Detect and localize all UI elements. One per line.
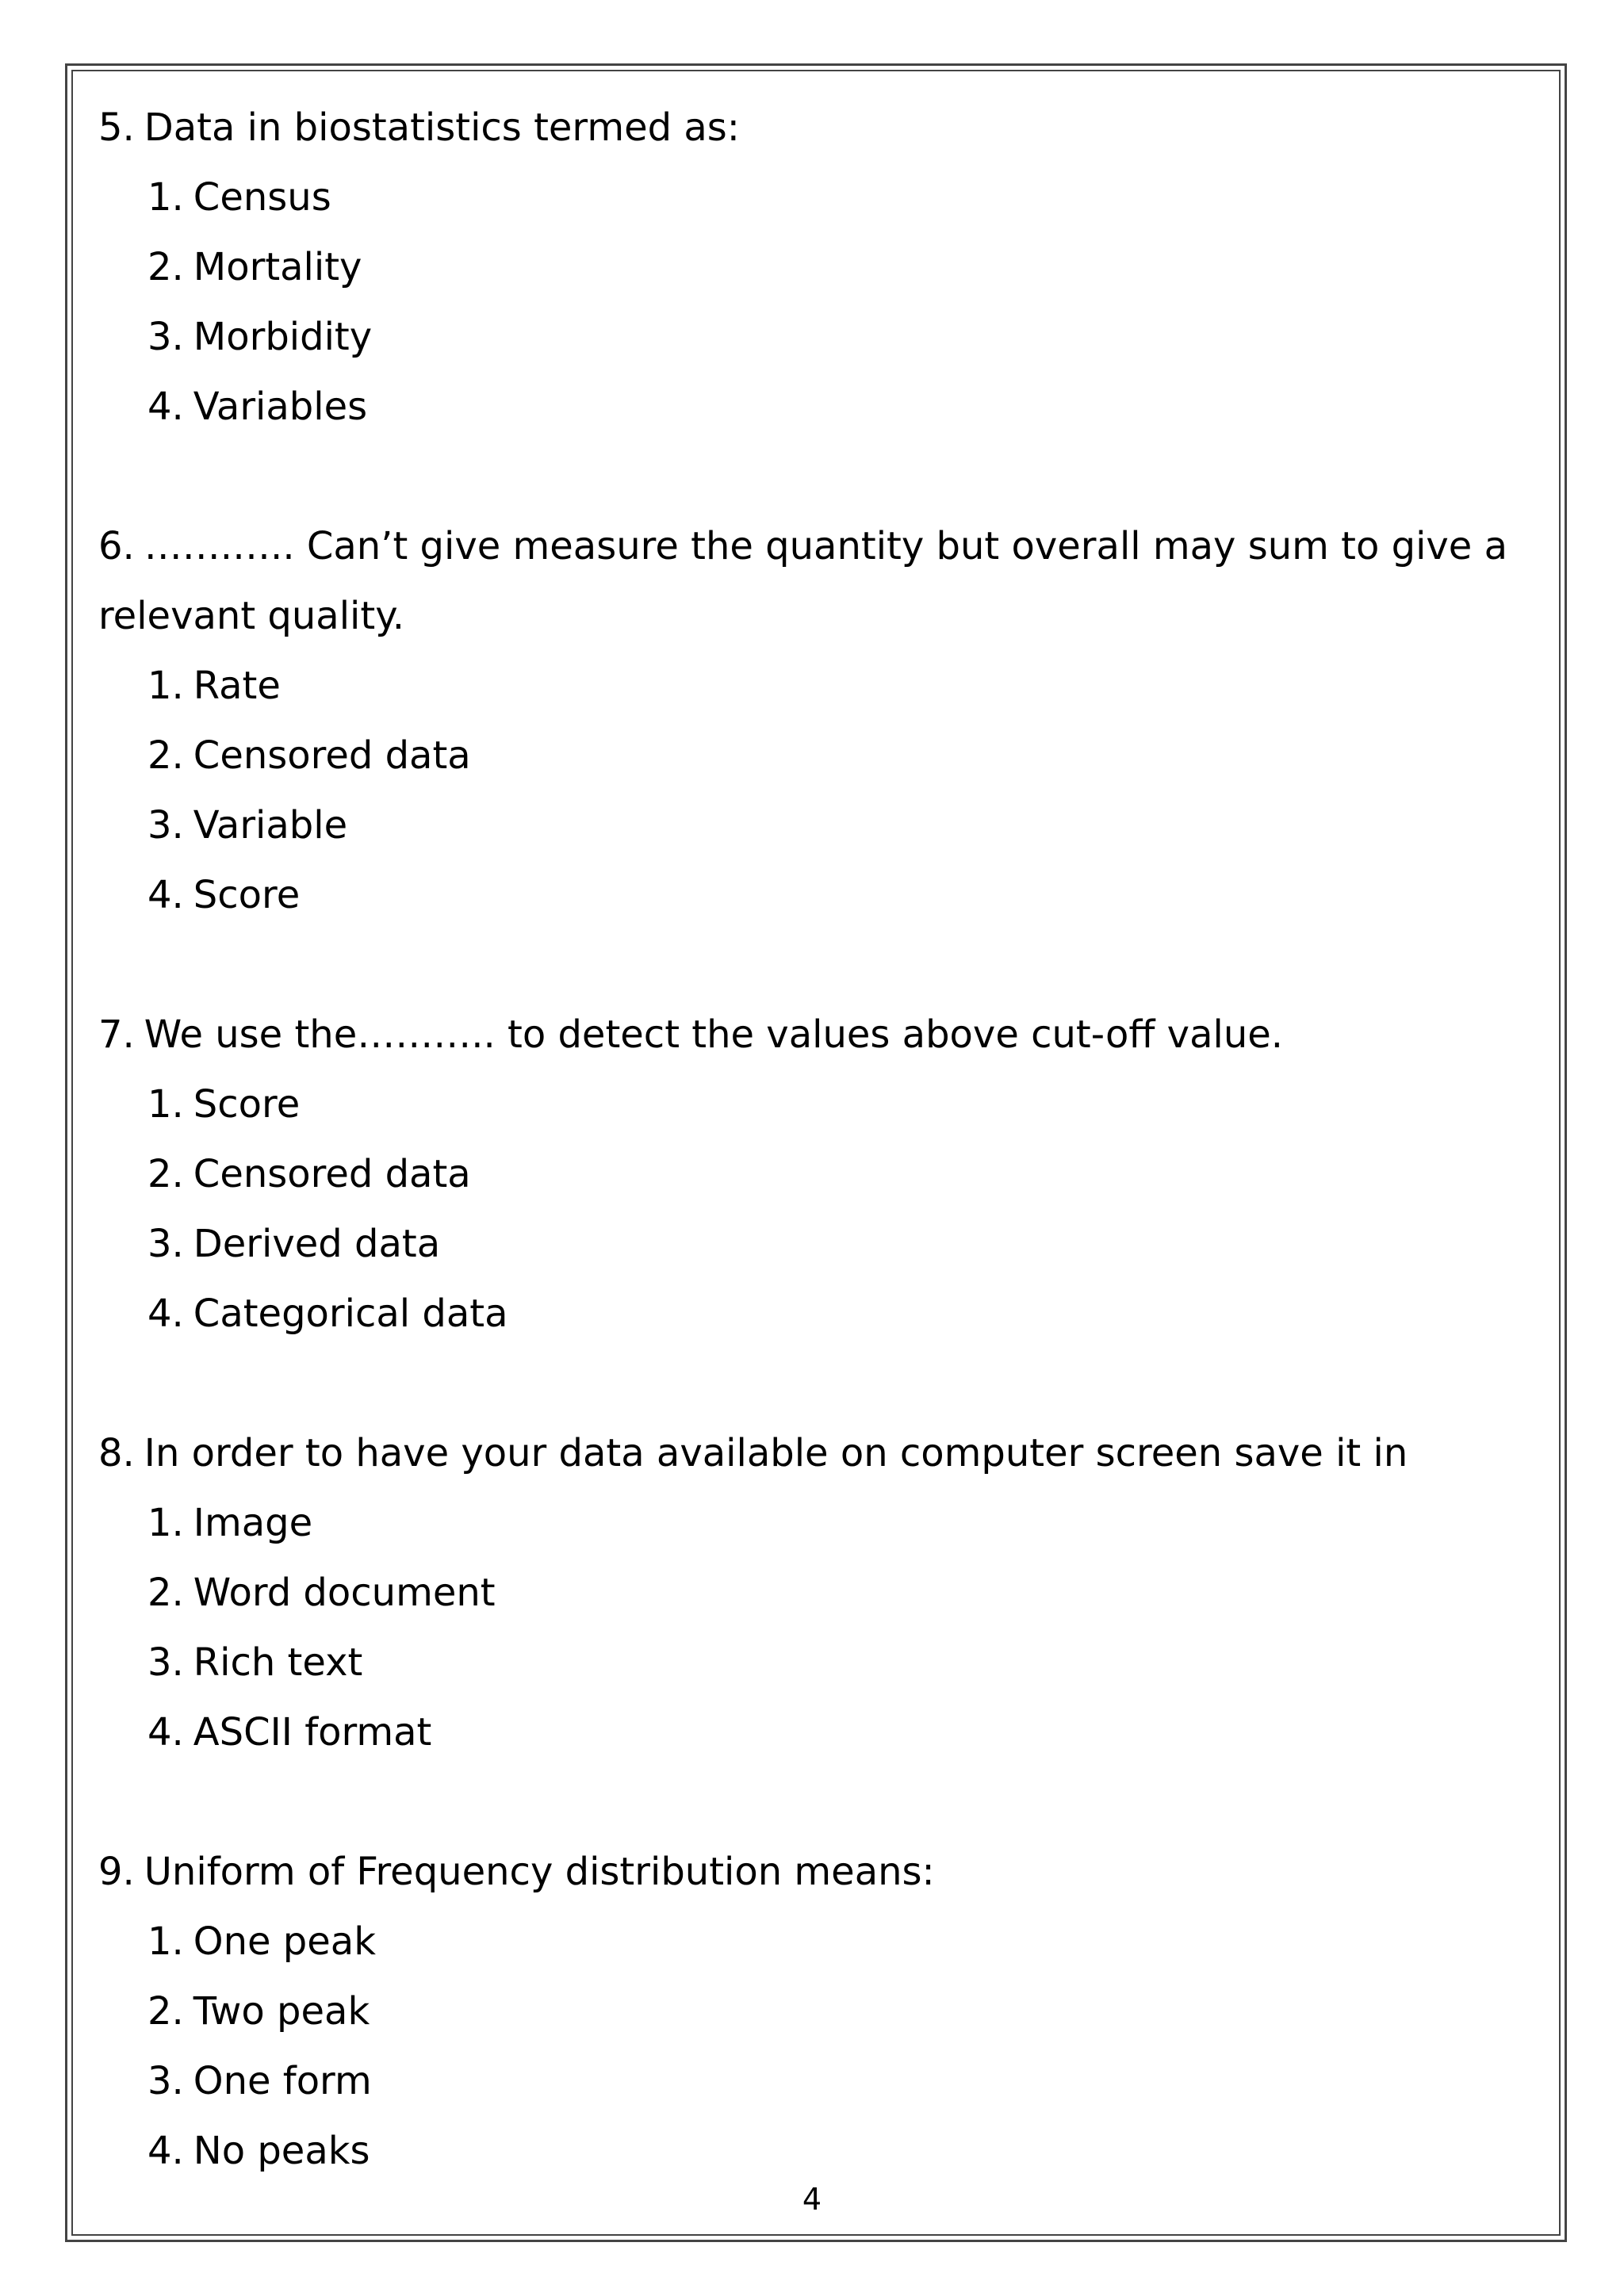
- option-number: 3.: [147, 2059, 184, 2103]
- question-7: [98, 1000, 1526, 1349]
- option-text: Morbidity: [193, 315, 373, 359]
- option-text: Categorical data: [193, 1292, 508, 1336]
- question-number: 9.: [98, 1850, 135, 1894]
- question-list: [98, 93, 1526, 2186]
- option-number: 1.: [147, 664, 184, 708]
- option-item: [147, 1209, 1526, 1279]
- question-8: [98, 1418, 1526, 1767]
- option-text: No peaks: [193, 2129, 370, 2173]
- option-text: Variable: [193, 803, 348, 848]
- option-text: Censored data: [193, 733, 471, 778]
- question-text: [98, 511, 1526, 651]
- option-number: 3.: [147, 1640, 184, 1685]
- option-number: 2.: [147, 1152, 184, 1196]
- option-list: [98, 1488, 1526, 1767]
- option-text: Image: [193, 1501, 313, 1545]
- option-text: One form: [193, 2059, 372, 2103]
- question-number: 5.: [98, 105, 135, 150]
- option-text: Censored data: [193, 1152, 471, 1196]
- option-number: 3.: [147, 1222, 184, 1266]
- option-item: [147, 302, 1526, 372]
- option-number: 1.: [147, 1082, 184, 1127]
- option-item: [147, 2116, 1526, 2186]
- question-body: In order to have your data available on computer screen save it in: [144, 1431, 1408, 1475]
- option-item: [147, 1558, 1526, 1628]
- option-item: [147, 790, 1526, 860]
- option-text: Rate: [193, 664, 281, 708]
- question-text: [98, 1837, 1526, 1907]
- option-item: [147, 232, 1526, 302]
- option-number: 3.: [147, 803, 184, 848]
- option-text: Mortality: [193, 245, 362, 289]
- option-item: [147, 372, 1526, 442]
- option-text: Census: [193, 175, 331, 220]
- option-text: ASCII format: [193, 1710, 432, 1755]
- option-number: 4.: [147, 1710, 184, 1755]
- option-item: [147, 1070, 1526, 1139]
- option-list: [98, 1070, 1526, 1349]
- question-body: We use the……….. to detect the values above cut-off value.: [144, 1012, 1284, 1057]
- question-text: [98, 93, 1526, 163]
- question-body: Uniform of Frequency distribution means:: [144, 1850, 935, 1894]
- option-item: [147, 1488, 1526, 1558]
- option-number: 2.: [147, 245, 184, 289]
- option-text: Word document: [193, 1571, 496, 1615]
- question-9: [98, 1837, 1526, 2186]
- option-text: Two peak: [193, 1989, 370, 2034]
- option-item: [147, 860, 1526, 930]
- option-item: [147, 2046, 1526, 2116]
- option-number: 4.: [147, 1292, 184, 1336]
- option-list: [98, 163, 1526, 442]
- option-list: [98, 651, 1526, 930]
- option-item: [147, 1279, 1526, 1349]
- option-number: 2.: [147, 1989, 184, 2034]
- option-text: Score: [193, 1082, 301, 1127]
- option-number: 3.: [147, 315, 184, 359]
- question-number: 7.: [98, 1012, 135, 1057]
- option-item: [147, 1139, 1526, 1209]
- option-text: Variables: [193, 385, 368, 429]
- option-number: 4.: [147, 873, 184, 917]
- option-number: 4.: [147, 385, 184, 429]
- option-text: Derived data: [193, 1222, 441, 1266]
- option-item: [147, 651, 1526, 721]
- page-number: 4: [802, 2182, 822, 2217]
- option-item: [147, 163, 1526, 232]
- question-6: [98, 511, 1526, 930]
- question-number: 8.: [98, 1431, 135, 1475]
- option-text: Score: [193, 873, 301, 917]
- option-number: 1.: [147, 1919, 184, 1964]
- option-number: 1.: [147, 175, 184, 220]
- question-text: [98, 1000, 1526, 1070]
- question-body: …….….. Can’t give measure the quantity but overall may sum to give a relevant quality.: [98, 524, 1508, 638]
- option-item: [147, 1628, 1526, 1697]
- option-text: Rich text: [193, 1640, 363, 1685]
- question-body: Data in biostatistics termed as:: [144, 105, 740, 150]
- question-text: [98, 1418, 1526, 1488]
- question-number: 6.: [98, 524, 135, 568]
- option-text: One peak: [193, 1919, 376, 1964]
- option-item: [147, 1907, 1526, 1976]
- question-5: [98, 93, 1526, 442]
- option-number: 2.: [147, 1571, 184, 1615]
- option-number: 1.: [147, 1501, 184, 1545]
- option-number: 2.: [147, 733, 184, 778]
- option-item: [147, 721, 1526, 790]
- option-number: 4.: [147, 2129, 184, 2173]
- option-item: [147, 1697, 1526, 1767]
- option-item: [147, 1976, 1526, 2046]
- option-list: [98, 1907, 1526, 2186]
